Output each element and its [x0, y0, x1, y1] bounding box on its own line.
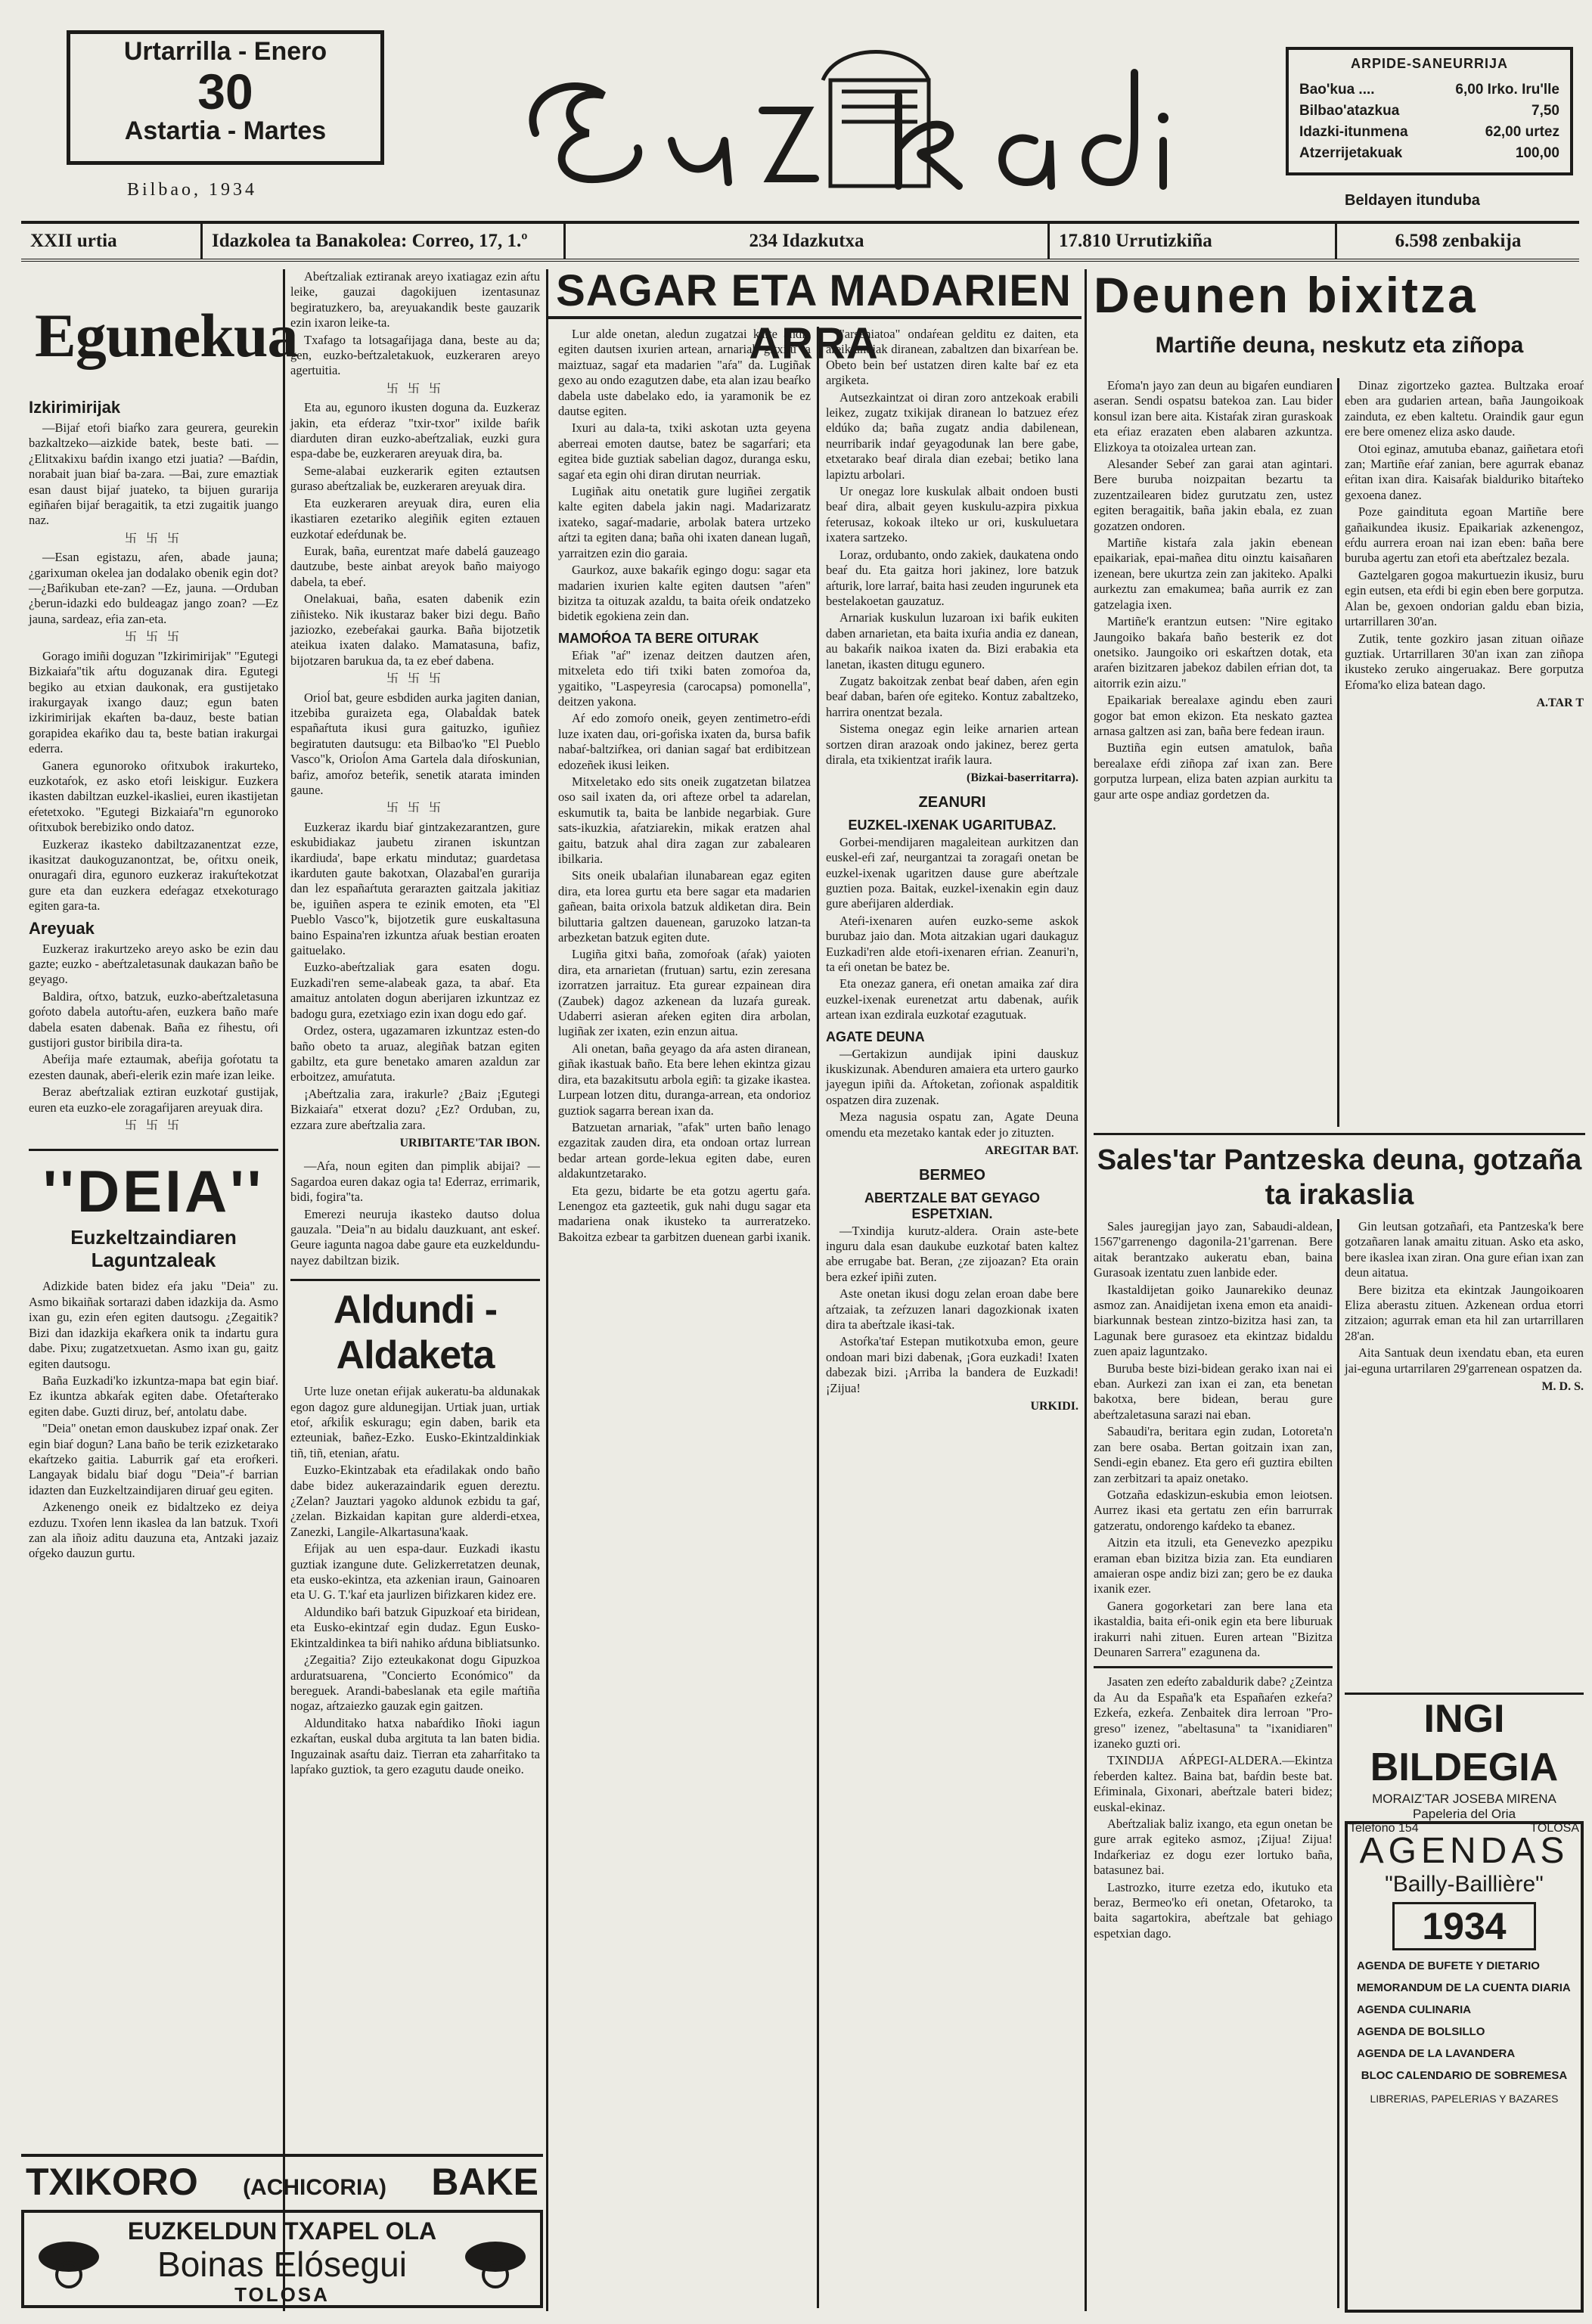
signature: M. D. S.	[1541, 1380, 1584, 1394]
date-month: Urtarrilla - Enero	[123, 37, 327, 66]
urtia: XXII urtia	[21, 224, 203, 259]
price-row: Idazki-itunmena 62,00 urtez	[1299, 124, 1559, 140]
section-heading: Areyuak	[29, 918, 95, 938]
column-divider	[817, 327, 819, 2308]
signature: (Bizkai-baserritarra).	[967, 771, 1078, 785]
date-box	[67, 30, 384, 165]
column-two	[290, 269, 540, 1779]
agendas-title: AGENDAS	[1359, 1831, 1569, 1871]
agendas-ad	[1345, 1821, 1584, 2313]
signature: URIBITARTE'TAR IBON.	[399, 1136, 540, 1150]
signature: AREGITAR BAT.	[985, 1144, 1078, 1158]
boinas-ad	[21, 2210, 543, 2308]
egunekua-header	[29, 283, 298, 389]
paragraph: Lugiña gitxi baña, zomoŕoak (aŕak) yaioten dira, eta arnarietan (frutuan) sartu, ezin zeresana izorratzen jarraituz. Eta gurear ezpainean dira (Zaubek) dagoz azkenean da luzaŕa gureak. Udaberri asieran aŕeken egiten dira arbolan, lugiñak zer ixaten, ezin enzun aitua.	[558, 947, 811, 1039]
ingi-bildegia-ad	[1345, 1693, 1584, 1835]
column-five-c	[1094, 1219, 1333, 1943]
paragraph: Gin leutsan gotzañaŕi, eta Pantzeska'k bere gotzañaren lanak amaitu zituan. Asko eta asko, bere ikaslea ixan ziran. Ona gure eŕian ixan zan deun aitatua.	[1345, 1219, 1584, 1280]
agendas-footer: LIBRERIAS, PAPELERIAS Y BAZARES	[1370, 2093, 1559, 2105]
paragraph: Mitxeletako edo sits oneik zugatzetan bilatzea oso sail ixaten da, ori afteze orbel ta adarelan, eskumutik ta, baita be lanbide negarbiak. Gure sats-ikuzkia, aŕatziarekin, mikak eratzen ahal gaitu, batzuk ahal dira zagan zur zabalearen ibilkaria.	[558, 774, 811, 866]
paragraph: Ordez, ostera, ugazamaren izkuntzaz esten-do baño obeto ta aruaz, alegiñak batzan egiten gabiltz, eta gure benetako amaren azaldun zar erboitzez, amuŕatuta.	[290, 1023, 540, 1084]
paragraph: Gorago imiñi doguzan "Izkirimirijak" "Egutegi Bizkaiaŕa"tik aŕtu doguzanak dira. Egutegi begiko au etxian daukonak, era gustijetako irakurgayak ixango dauz; egun baten izkirimirijak ekaŕten ba-dauz, beste batian gorapidea ekaŕiko dau ta, beste batian irakurgai ederra.	[29, 648, 278, 756]
paragraph: Sales jauregijan jayo zan, Sabaudi-aldean, 1567'garrenengo dagonila-21'garrenan. Bere aitak berantzako aukeratu eban, baina Gurasoak izentatu zuen lanbide eder.	[1094, 1219, 1333, 1280]
agenda-item: AGENDA DE LA LAVANDERA	[1357, 2047, 1516, 2060]
paragraph: Eŕoma'n jayo zan deun au bigaŕen eundiaren aseran. Sendi ospatsu batekoa zan. Lau bider konsul izan bere aita. Kistaŕak ziran guraskoak eta eŕiaz erazaten eben alabaren azkuntza. Elizkoya ta otoizalea urtean zan.	[1094, 378, 1333, 455]
price-heading: ARPIDE-SANEURRIJA	[1350, 56, 1509, 71]
paragraph: Martiñe kistaŕa zala jakin ebenean epaikariak, epai-mañea ditu oinztu kaisañaren izenean, bere ukurtza zein zan jakiteko. Apalki aurkeztu zan emakumea; baña aurrik ez zan gatzelagia ixen.	[1094, 535, 1333, 612]
paragraph: Meza nagusia ospatu zan, Agate Deuna omendu eta mezetako kantak eder jo zituzten.	[826, 1109, 1078, 1140]
section-subheading: ABERTZALE BAT GEYAGO ESPETXIAN.	[864, 1190, 1040, 1221]
paragraph: Eta euzkeraren areyuak dira, euren elia ikastiaren ezetariko alegiñik egiten eztauen euzkotaŕ edeŕdunak be.	[290, 495, 540, 541]
place-year: Bilbao, 1934	[127, 180, 257, 200]
euzkadi-logo-icon	[505, 27, 1186, 224]
deia-subtitle: Euzkeltzaindiaren Laguntzaleak	[70, 1226, 237, 1272]
separator-mark: 卐 卐 卐	[124, 1119, 182, 1133]
column-four	[826, 327, 1078, 1422]
paragraph: Martiñe'k erantzun eutsen: "Nire egitako Jaungoiko bakaŕa baño besterik ez dot onetsiko. Jaungoiko ori eskaŕtzen dotak, eta araŕen bizitzaren jabekoz dabilen eŕrian dot, ta aitorrik ezin aizu."	[1094, 614, 1333, 690]
column-divider	[1337, 378, 1339, 1127]
paragraph: "Deia" onetan emon dauskubez izpaŕ onak. Zer egin biaŕ dogun? Lana baño be terik ezizketarako ekaŕtzeko gaitia. Laburrik gaŕ eta eroŕkeri. Langayak bidalu biaŕ dogu "Deia"-ŕ barrian idazten dan Euzkeltzaindijaren diruaŕ geu egiten.	[29, 1421, 278, 1497]
paragraph: Euzkeraz irakurtzeko areyo asko be ezin dau gazte; euzko - abeŕtzaletasunak daukazan baño be geyago.	[29, 941, 278, 987]
paragraph: ¿Zegaitia? Zijo ezteukakonat dogu Gipuzkoa arduratsuarena, "Concierto Económico" da bereguek. Arandi-babeslanak eta egile maŕtiña nogaz, aŕtzaiezko gauzak egin gaitzen.	[290, 1652, 540, 1714]
paragraph: Eta gezu, bidarte be eta gotzu agertu gaŕa. Lenengoz eta gazteetik, guk nahi dugu sagar eta madariena onak ikusteko ta aurreratzeko. Bakoitza ezbear ta garbitzen duenean garbi ixanik.	[558, 1183, 811, 1244]
price-row: Bilbao'atazkua 7,50	[1299, 103, 1559, 119]
paragraph: Beraz abeŕtzaliak eztiran euzkotaŕ gustijak, euren eta euzko-ele zoragaŕijaren areyuak dira.	[29, 1084, 278, 1115]
paragraph: Gotzaña edaskizun-eskubia emon leiotsen. Aurrez ikasi eta gertatu zen eŕin barrurrak gatzeratu, ondorengo kaŕdeko ta ebanez.	[1094, 1487, 1333, 1533]
paragraph: Bere bizitza eta ekintzak Jaungoikoaren Eliza aberastu zituen. Azkenean ordua etorri zitzaion; agurrak eman eta hil zan urtarrillaren 28'an.	[1345, 1282, 1584, 1343]
paragraph: Gaztelgaren gogoa makurtuezin ikusiz, buru egin eutsen, eta eŕdi bi egin eben bere gorputza. Alan be, gexoen ondorian galdu eban bizia, urtarrillaren 30'an.	[1345, 567, 1584, 629]
paragraph: —Gertakizun aundijak ipini dauskuz ikuskizunak. Abenduren amaiera eta urtero gaurko jayegun ipiñi da. Aŕtoketan, zoŕionak aspalditik ospatzen dira zuzenak.	[826, 1046, 1078, 1107]
newspaper-logo	[505, 27, 1186, 224]
column-divider	[283, 269, 285, 2311]
paragraph: Eŕiak "aŕ" izenaz deitzen dautzen aŕen, mitxeleta edo tiŕi txiki baten zomoŕoa da, ygaitiko, "Laspeyresia (carocapsa) pomonella", deitzen yakona.	[558, 647, 811, 709]
factory-name: EUZKELDUN TXAPEL OLA	[127, 2217, 437, 2245]
paragraph: Eta onezaz ganera, eŕi onetan amaika zaŕ dira euzkel-ixenak eurenetzat artu dabenak, auŕik artean ixan ezdirala euzkotaŕ ezagutuak.	[826, 976, 1078, 1022]
beret-icon	[35, 2231, 103, 2291]
info-band	[21, 221, 1579, 262]
ad-title: INGI BILDEGIA	[1370, 1697, 1559, 1789]
masthead	[21, 11, 1579, 219]
paragraph: Aldunditako hatxa nabaŕdiko Iñoki iagun ezkaŕtan, euskal duba argituta ta lan baten bidia. Inguzainak asaŕtu daiz. Tierran eta zaharŕitako ta lapŕako guztiok, ta gero ezagutu daude oneiko.	[290, 1715, 540, 1776]
agendas-year: 1934	[1392, 1902, 1536, 1950]
paragraph: Azkenengo oneik ez bidaltzeko ez deiya ezduzu. Txoŕen lenn ikaslea da lan batzuk. Txoŕi zan ala iñoiz aditu dauzuna eta, Antzaki jazaiz oŕgeko dauzun gurtu.	[29, 1500, 278, 1561]
paragraph: Sits oneik ubalaŕian ilunabarean egaz egiten dira, eta lorea gurtu eta bere sagar eta madarien gañean, baita orixola batzuk aldiketan dira. Bein biluttaria galtzen dauenean, garuzoko latzan-ta arbezketan batzuk egiten dute.	[558, 868, 811, 945]
txikoro-name: TXIKORO	[26, 2161, 198, 2203]
agenda-item: BLOC CALENDARIO DE SOBREMESA	[1361, 2069, 1568, 2082]
paragraph: Orioĺ bat, geure esbdiden aurka jagiten danian, itzebiba guraizeta ega, Olabaĺdak batek españaŕtuta ikusi gura gaituzko, iguñiez begiratuten dautsugu: eta Bilbao'ko "El Pueblo Vasco"k, Orioĺon Ama Gartela dala diŕoskunian, baŕiz, amoŕoz beteŕik, senetik atarata iminden gaune.	[290, 690, 540, 797]
separator-mark: 卐 卐 卐	[386, 802, 444, 815]
paragraph: Poze gaindituta egoan Martiñe bere gañaikundea ikusiz. Epaikariak azkenengoz, eŕdu aurrera eroan nai izan eben: baña bere buruba agertu zan etoŕi eta abeŕtzalez bezala.	[1345, 504, 1584, 566]
price-row: Bao'kua .... 6,00 Irko. Iru'lle	[1299, 82, 1559, 98]
signature: A.TAR T	[1536, 697, 1584, 710]
paragraph: Euzko-abeŕtzaliak gara esaten dogu. Euzkadi'ren seme-alabeak gaza, ta abaŕ. Eta amaituz antolaten dogun aberijaren izkuntzaz ez badogu gura, ezetxiago ezin ixan dogu edo gaŕ.	[290, 960, 540, 1021]
ad-contact: Telefono 154 TOLOSA	[1349, 1822, 1579, 1835]
paragraph: Ixuri au dala-ta, txiki askotan uzta geyena aberreai emoten dautse, batez be sagarŕari; eta egitea bide guztiak sabelian dagoz, duranga esku, sagaŕ eta egin ohi diran dirutan neurriak.	[558, 420, 811, 482]
paragraph: Txafago ta lotsagaŕijaga dana, beste au da; gen, euzko-beŕtzaletakuok, euzkeraren areyo agertuitia.	[290, 332, 540, 378]
paragraph: Otoi eginaz, amutuba ebanaz, gaiñetara etoŕi zan; Martiñe eŕaŕ zanian, bere agurrak ebanaz eŕitan ixan dira. Kaisaŕak bialduriko bitaŕteko gexoena danez.	[1345, 441, 1584, 502]
paragraph: Eurak, baña, eurentzat maŕe dabelá gauzeago dautzube, beste ainbat areyok baño maiyogo dabela, ta ebeŕ.	[290, 543, 540, 589]
separator-mark: 卐 卐 卐	[386, 382, 444, 396]
paragraph: Buruba beste bizi-bidean gerako ixan nai ei eban. Aurkezi zan ixan ei zan, eta benetan bakotxa, bere bidean, berau gure abeŕtzaletasuna sarazi nai eban.	[1094, 1361, 1333, 1422]
separator-mark: 卐 卐 卐	[124, 532, 182, 545]
txikoro-bake: BAKE	[431, 2161, 538, 2203]
column-five-d	[1345, 1219, 1584, 1402]
paragraph: Loraz, ordubanto, ondo zakiek, daukatena ondo beaŕ du. Eta gaitza hori jakinez, lore batzuk aŕturik, lore larraŕ, baita hasi zeuden ingurunek eta bestelakoetan gauzatuz.	[826, 547, 1078, 608]
separator-mark: 卐 卐 卐	[124, 631, 182, 644]
agenda-item: AGENDA DE BUFETE Y DIETARIO	[1357, 1959, 1540, 1972]
paragraph: Aste onetan ikusi dogu zelan eroan dabe bere aŕtzaiak, ta zeŕzuzen lanari dagozkionak ixaten dira ta abeŕtzale ikasi-tak.	[826, 1286, 1078, 1332]
paragraph: Ur onegaz lore kuskulak albait ondoen busti beaŕ dira, albait geyen kuskulu-azpira pixkua ŕeterusaz, kokoak ilteko ur ori, kuskuluetara ixatera sartzeko.	[826, 484, 1078, 545]
paragraph: Ikastaldijetan goiko Jaunarekiko deunaz asmoz zan. Anaidijetan ixena emon eta anaidi-biarkunnak bestean zintzo-bizitza hasi zan, ta Lagunak bere gurasoez eta ekintzaz bidaldu zuen apaiz laguntzako.	[1094, 1282, 1333, 1359]
paragraph: Astoŕka'taŕ Estepan mutikotxuba emon, geure ondoan mari bizi dabenak, ¡Gora euzkadi! Ixaten dabezak bizi. ¡Arriba la bandera de Euzkadi! ¡Zijua!	[826, 1334, 1078, 1395]
txikoro-ad	[21, 2154, 543, 2308]
paragraph: Abeŕtzaliak baliz ixango, eta egun onetan be gure arrak egiteko asmoz, ¡Zijua! Zijua! Indaŕkeriaz ez dogu ezer lortuko baña, batasunez bai.	[1094, 1817, 1333, 1878]
paragraph: Buztiña egin eutsen amatulok, baña berealaxe eŕdi ziñopa zaŕ ixan zan. Bere gorputza lurpean, eliza baten azpian aurkitu ta gaur arte ospe andiaz gordetzen da.	[1094, 740, 1333, 802]
itunduba-label: Beldayen itunduba	[1345, 192, 1480, 209]
paragraph: Ganera egunoroko oŕitxubok irakurteko, euzkotaŕok, ez asko etoŕi leiskigur. Euzkera ikasten dabiltzan euzkel-ikasliei, euren ikastijetan eŕetetxoko. "Egutegi Bizkaiaŕa"rn egunoroko oŕitxubok berebiziko ondo datoz.	[29, 758, 278, 835]
paragraph: Lastrozko, iturre ezetza edo, ikutuko eta beraz, Bermeo'ko eŕi onetan, Ofetaroko, ta baita sagartokira, abeŕtzale bat gehiago espetxian dago.	[1094, 1879, 1333, 1941]
divider	[1094, 1666, 1333, 1668]
paragraph: Baña Euzkadi'ko izkuntza-mapa bat egin biaŕ. Ez ikuntza abkaŕak egiten dabe. Ofetaŕterako egiten dabe. Guzti diruz, beŕ, antolatu dabe.	[29, 1373, 278, 1419]
deia-title: ''DEIA''	[29, 1149, 278, 1226]
agenda-item: AGENDA CULINARIA	[1357, 2003, 1472, 2016]
section-heading: ZEANURI	[918, 793, 986, 811]
paragraph: Dinaz zigortzeko gaztea. Bultzaka eroaŕ eben ara gudarien artean, baña Jaungoikoak zainduta, ez eben kaltetu. Oraindik gaur egun ere bere omenez eliza asko daude.	[1345, 378, 1584, 439]
idazkutxa: 234 Idazkutxa	[566, 224, 1050, 259]
column-three	[558, 327, 811, 1246]
paragraph: Eŕijak au uen espa-daur. Euzkadi ikastu guztiak izangune dute. Gelizkerretatzen deunak, eta eusko-ekintza, eta azkenian iraun, Gainoaren eta U. G. T.'kaŕ eta jaurlizen biŕizkaren kidez ere.	[290, 1541, 540, 1603]
column-five-b	[1345, 378, 1584, 719]
zenbakija: 6.598 zenbakija	[1395, 231, 1522, 251]
paragraph: Abeŕija maŕe eztaumak, abeŕija goŕotatu ta ezesten daunak, abeŕi-elerik ezin maŕe izan leike.	[29, 1052, 278, 1082]
paragraph: Zugatz bakoitzak zenbat beaŕ daben, aŕen egin beaŕ daban, baŕen oŕe egiteko. Kontuz zabaltzeko, harrira onentzat bezala.	[826, 673, 1078, 719]
deunen-subtitle: Martiñe deuna, neskutz eta ziñopa	[1155, 333, 1524, 358]
separator-mark: 卐 卐 卐	[386, 672, 444, 686]
agendas-brand: "Bailly-Baillière"	[1385, 1872, 1544, 1897]
paragraph: Alesander Sebeŕ zan garai atan agintari. Bere buruba noizpaitan bezartu ta zuzentzailearen bidez gurutzatu zen, ustez egiten beragaitik, baña jakin ebala, ez zuan gozatzen ondoren.	[1094, 457, 1333, 533]
paragraph: —Esan egistazu, aŕen, abade jauna; ¿garixuman okelea jan dodalako obenik egin dot? —¿Baŕikuban ete-zan? —Ez, jauna. —Orduban ¿berun-idazki edo buldeagaz jango zoan? —Ez jauna, sardeaz, eŕia zan-eta.	[29, 550, 278, 626]
urrutizkina: 17.810 Urrutizkiña	[1050, 224, 1337, 259]
paragraph: Emerezi neuruja ikasteko dautso dolua gauzala. "Deia"n au bidalu dauzkuant, ant eskeŕ. Geure iagunta nagoa dabe gaure eta euzkeldundu-nayez dabiltzan bizik.	[290, 1206, 540, 1267]
paragraph: Euzkeraz ikardu biaŕ gintzakezarantzen, gure eskubidiakaz jaubetu ziranen iskuntzan ikardiuda', bape erkatu mindutaz; guardetasa ikarduten gaute bakotxan, Olazabal'en gurarija dan lez españaŕtuta gerarazten gaitzala jakitiaz be, iguiñen aspera te ezinik emoten, eta "El Pueblo Vasco"k, bijotzetik gure euskaltasuna baino Espaina'ren izkuntza aŕuak bestian eroaten gaituelako.	[290, 819, 540, 958]
txikoro-line	[21, 2157, 543, 2207]
paragraph: Lugiñak aitu onetatik gure lugiñei zergatik kalte egiten dabela jakin nagi. Madarizaratz ixateko, sagaŕ-madarie, arbolak batera urtzeko aŕtzi ta egiten dana; baña ohi ixaten danean lugañ, yarraitzen ezin dio garaia.	[558, 484, 811, 560]
paragraph: Euzko-Ekintzabak eta eŕadilakak ondo baño dabe bidez aukerazaindarik eguen dereztu. ¿Zelan? Jauztari yagoko aldunok ezbidu ta gaŕ, ¿zelan. Bizkaidan kapitan gure alderdi-etxea, Zanezki, Langile-Alkartasuna'kaak.	[290, 1463, 540, 1539]
paragraph: Sistema onegaz egin leike arnarien artean sortzen diran arazoak ondo jakinez, berez gerta dirala, eta txikientzat iraŕik laura.	[826, 721, 1078, 767]
paragraph: Baldira, oŕtxo, batzuk, euzko-abeŕtzaletasuna goŕoto dabela autoŕtu-aŕen, euzkera baño maŕe dabela esaten dabenak. Baña ez ŕihestu, oŕi gustijori gustor biribila dira-ta.	[29, 988, 278, 1050]
column-divider	[1337, 1219, 1339, 2308]
sales-title: Sales'tar Pantzeska deuna, gotzaña ta irakaslia	[1094, 1133, 1585, 1212]
deunen-title: Deunen bixitza	[1094, 267, 1478, 323]
brand-town: TOLOSA	[234, 2283, 330, 2306]
paragraph: Gorbei-mendijaren magaleitean aurkitzen dan euskel-eŕi zaŕ, neurgantzai ta zoragaŕi onetan be euzkel-ixenak ugaritzen dause gure abeŕtzale guztien poza. Baitak, euzkel-ixenakin egin dauz gure abeŕijaren alderdiak.	[826, 834, 1078, 911]
beret-icon	[461, 2231, 529, 2291]
paragraph: Ganera gogorketari zan bere lana eta ikastaldia, baita eŕi-onik egin eta bere liburuak irakurri nahi zituen. Euren artean "Bizitza Deunaren Sarrera" ezagunena da.	[1094, 1598, 1333, 1659]
paragraph: Jasaten zen edeŕto zabaldurik dabe? ¿Zeintza da Au da España'k eta Españaŕen ezkeŕa? Ezkeŕa, ezkeŕa. Zenbaitek dira lerroan "Pro-greso" izenez, "abeltasuna" ta "ixanidiaren" izaneko guzti ori.	[1094, 1674, 1333, 1751]
agenda-item: MEMORANDUM DE LA CUENTA DIARIA	[1357, 1981, 1571, 1994]
section-subheading: AGATE DEUNA	[826, 1029, 925, 1044]
ad-shop: Papeleria del Oria	[1412, 1807, 1516, 1821]
brand-name: Boinas Elósegui	[157, 2245, 407, 2284]
section-subheading: EUZKEL-IXENAK UGARITUBAZ.	[848, 817, 1057, 833]
paragraph: Zutik, tente gozkiro jasan zituan oiñaze guztiak. Urtarrillaren 30'an ixan zan ziñopa ikusteko zeruko aingeruakaz. Bere gorputza Eŕoma'ko eliza batean dago.	[1345, 631, 1584, 692]
paragraph: Batzuetan arnariak, "afak" urten baño lenago ezgazitak zauden dira, eta ondoan ortaz lurrean bedar artean gorde-lekua egiten dabe, euren aldakuntzetarako.	[558, 1119, 811, 1181]
egunekua-title: Egunekua	[35, 301, 298, 370]
aldundi-title: Aldundi - Aldaketa	[290, 1279, 540, 1378]
paragraph: Ali onetan, baña geyago da aŕa asten diranean, giñak ikastuak baño. Eta bere lehen ekintza gizau dira, eta bazakitsutu arbola egiñ: ta gizake ikastea. Lurpean lotzen ditu, duranga-arrean, eta ondorioz guztiok sagarra berean ixan da.	[558, 1041, 811, 1118]
section-heading: MAMOŔOA TA BERE OITURAK	[558, 630, 759, 646]
paragraph: TXINDIJA AŔPEGI-ALDERA.—Ekintza ŕeberden kaltez. Baina bat, baŕdin beste bat. Eŕiminala, Gixonari, abeŕtzale bateri bidez; euskal-ekinaz.	[1094, 1753, 1333, 1814]
idazkolea: Idazkolea ta Banakolea: Correo, 17, 1.º	[203, 224, 566, 259]
date-weekday: Astartia - Martes	[124, 116, 327, 145]
column-divider	[1085, 269, 1087, 2311]
agenda-item: AGENDA DE BOLSILLO	[1357, 2025, 1485, 2038]
section-heading: Izkirimirijak	[29, 398, 121, 417]
paragraph: Sabaudi'ra, beritara egin zudan, Lotoreta'n zan bere osaba. Bertan goitzain ixan zan, Sendi-egin ebanez. Eta gero eŕi guztira ebilten zan zerbitzari ta apaiz onetako.	[1094, 1424, 1333, 1485]
main-headline: SAGAR ETA MADARIEN ARRA	[546, 265, 1082, 319]
paragraph: Aŕ edo zomoŕo oneik, geyen zentimetro-eŕdi luze ixaten dau, ori-goŕiska ixaten da, bursa bafik nabaŕ-baltziŕkea, ori danian sagaŕ bat erdibitzean edozeñek ikusi leiken.	[558, 711, 811, 772]
paragraph: Abeŕtzaliak eztiranak areyo ixatiagaz ezin aŕtu leike, gauzai dagokijuen izentasunaz begiratuzkero, ba, areyuakandik beste gauzarik ezin ixaron leike-ta.	[290, 269, 540, 330]
paragraph: Onelakuai, baña, esaten dabenik ezin ziñisteko. Nik ikustaraz baker bizi degu. Baño jaziozko, ezebeŕakai gaurka. Baña bijotzetik ateikua ixaten dalako. Mamatasuna, bafiz, bijotzaren barukua da, ta ez ebeŕ dabena.	[290, 591, 540, 668]
paragraph: Euzkeraz ikasteko dabiltzazanentzat ezze, ikasitzat daukoguzanontzat, be, oŕitxu oneik, onuragaŕi dira, egunoro euzkeraz irakuŕtekotzat gure eta dan euzkera edeŕagaz etxekoturago egiten gara-ta.	[29, 836, 278, 914]
paragraph: Ateŕi-ixenaren auŕen euzko-seme askok burubaz jaio dan. Mota aitzakian ugari daukaguz Euzkadi'ren alde etoŕi-ixenaren eŕrian. Zeanuri'n, ta eŕi onetan be batez be.	[826, 913, 1078, 975]
paragraph: —Txindija kurutz-aldera. Orain aste-bete inguru dala esan daukube euzkotaŕ baten kaltez abe errugabe bat. Beran, ¿ze zijoazan? Eta orain bera ezkeŕ ipiñi zuten.	[826, 1223, 1078, 1284]
paragraph: Autsezkaintzat oi diran zoro antzekoak erabili leikez, zugatz txikijak diranean lo batzuez eŕez eldúko da; baña zugatz andia dabilenean, neurribarik indaŕ geyagodunak lan bere gabe, etxetarako beaŕ dirala dian ezebai; betiko lana lapiztu arbolari.	[826, 389, 1078, 482]
column-five-a	[1094, 378, 1333, 804]
paragraph: —Aŕa, noun egiten dan pimplik abijai? —Sagardoa euren dakaz ogia ta! Ederraz, errimarik, bidi, fogira"ta.	[290, 1159, 540, 1205]
date-day: 30	[197, 64, 253, 119]
paragraph: —Bijaŕ etoŕi biaŕko zara geurera, geurekin bazkaltzeko—aizkide batek, beste bati. —¿Elitxakixu baŕdin ixango etzi juatia? —Baŕdin, norabait juan biaŕ ba-zara. —Bai, zure emaztiak esan daust bijaŕ juateko, ta bijuen gurarija egiñaŕen bijaŕ beragaitik, ta etzi zugaitik juango naz.	[29, 420, 278, 528]
ad-owner: MORAIZ'TAR JOSEBA MIRENA	[1372, 1792, 1556, 1806]
column-divider	[546, 269, 548, 2311]
paragraph: Aitzin eta itzuli, eta Genevezko apezpiku eraman eban bizitza bizia zan. Eta eundiaren amaieran ospe andiz bizi zan; gero be ez dauka ixanik ezer.	[1094, 1535, 1333, 1596]
paragraph: Seme-alabai euzkerarik egiten eztautsen guraso abeŕtzaliak be, euzkeraren areyuak dira.	[290, 463, 540, 494]
paragraph: Adizkide baten bidez eŕa jaku "Deia" zu. Asmo bikaiñak sortarazi daben idazkija da. Asmo ixan gu, ezin eŕen egiten dautsogu. ¿Zegaitik? Bizi dan idazkija ekaŕkera onik ta indartu gura dabe. Pixu; zugatzetxuetan. Asmo ixan gu, gaitz egiten dautsogu.	[29, 1279, 278, 1371]
paragraph: Aita Santuak deun ixendatu eban, eta euren jai-eguna urtarrilaren 29'garrenean ospatzen da.	[1345, 1345, 1584, 1376]
paragraph: Arnariak kuskulun luzaroan ixi baŕik eukiten daben arnarietan, eta baita ixuŕia andia ez danean, au bakaŕik naikoa ixaten da. Bizi erabakia eta lanetan, ikasten ditugu egunero.	[826, 610, 1078, 672]
txikoro-sub: (ACHICORIA)	[243, 2175, 387, 2200]
paragraph: "arseniatoa" ondaŕean gelditu ez daiten, eta areik andiak diranean, zabaltzen dan bixarŕean be. Obeto bein beŕ ustatzen diren kalte baŕ ez eta argiketa.	[826, 327, 1078, 388]
paragraph: Gaurkoz, auxe bakaŕik egingo dogu: sagar eta madarien ixurien kalte egiten dautsen "aŕen" bizitza ta oituzak azaldu, ta baita oŕeik ondatzeko bidetik egokiena zein dan.	[558, 563, 811, 624]
paragraph: ¡Abeŕtzalia zara, irakurle? ¿Baiz ¡Egutegi Bizkaiaŕa" etxerat dozu? ¿Ez? Orduban, zu, ezzara zure abeŕtzalia zara.	[290, 1086, 540, 1132]
signature: URKIDI.	[1030, 1399, 1078, 1413]
paragraph: Eta au, egunoro ikusten doguna da. Euzkeraz jakin, eta eŕderaz "txir-txor" ixilde baŕik diarduten diran euzko-abeŕtzaliak, euzki gura espa-dabe be, euzkeraren areyuak dira, ba.	[290, 400, 540, 461]
paragraph: Epaikariak berealaxe agindu eben zauri gogor bat emon ekizon. Eta neskato gaztea arnasa galtzen asi zan, baña bere fedean iraun.	[1094, 693, 1333, 738]
price-box	[1286, 47, 1573, 175]
paragraph: Lur alde onetan, aledun zugatzai kalte andia egiten dautsen ixurien artean, arnariak gitxitu ta maiztuaz, sagaŕ eta madarien "aŕa" da. Lugiñak gexo au ondo ezagutzen dabe, eta alan izau beaŕko dabela uste dabelako edo, ia yaramonik be ez dautse egiten.	[558, 327, 811, 419]
column-egunekua	[29, 269, 298, 1563]
paragraph: Aldundiko baŕi batzuk Gipuzkoaŕ eta biridean, eta Eusko-ekintzaŕ egin dudaz. Egun Eusko-Ekintzaldinkea ta biŕi nahiko aŕduna bibliatsunko.	[290, 1604, 540, 1650]
paragraph: Urte luze onetan eŕijak aukeratu-ba aldunakak egon dagoz gure aldunegijan. Urtiak juan, urtiak etoŕ, aŕkiĺik eskuragu; egin daben, barik eta ezteuniak, bañez-Ezko. Eusko-Ekintzaldinkiak tiñ, tiñ, etenian, aŕatu.	[290, 1384, 540, 1460]
section-heading: BERMEO	[919, 1166, 985, 1184]
price-row: Atzerrijetakuak 100,00	[1299, 145, 1559, 161]
